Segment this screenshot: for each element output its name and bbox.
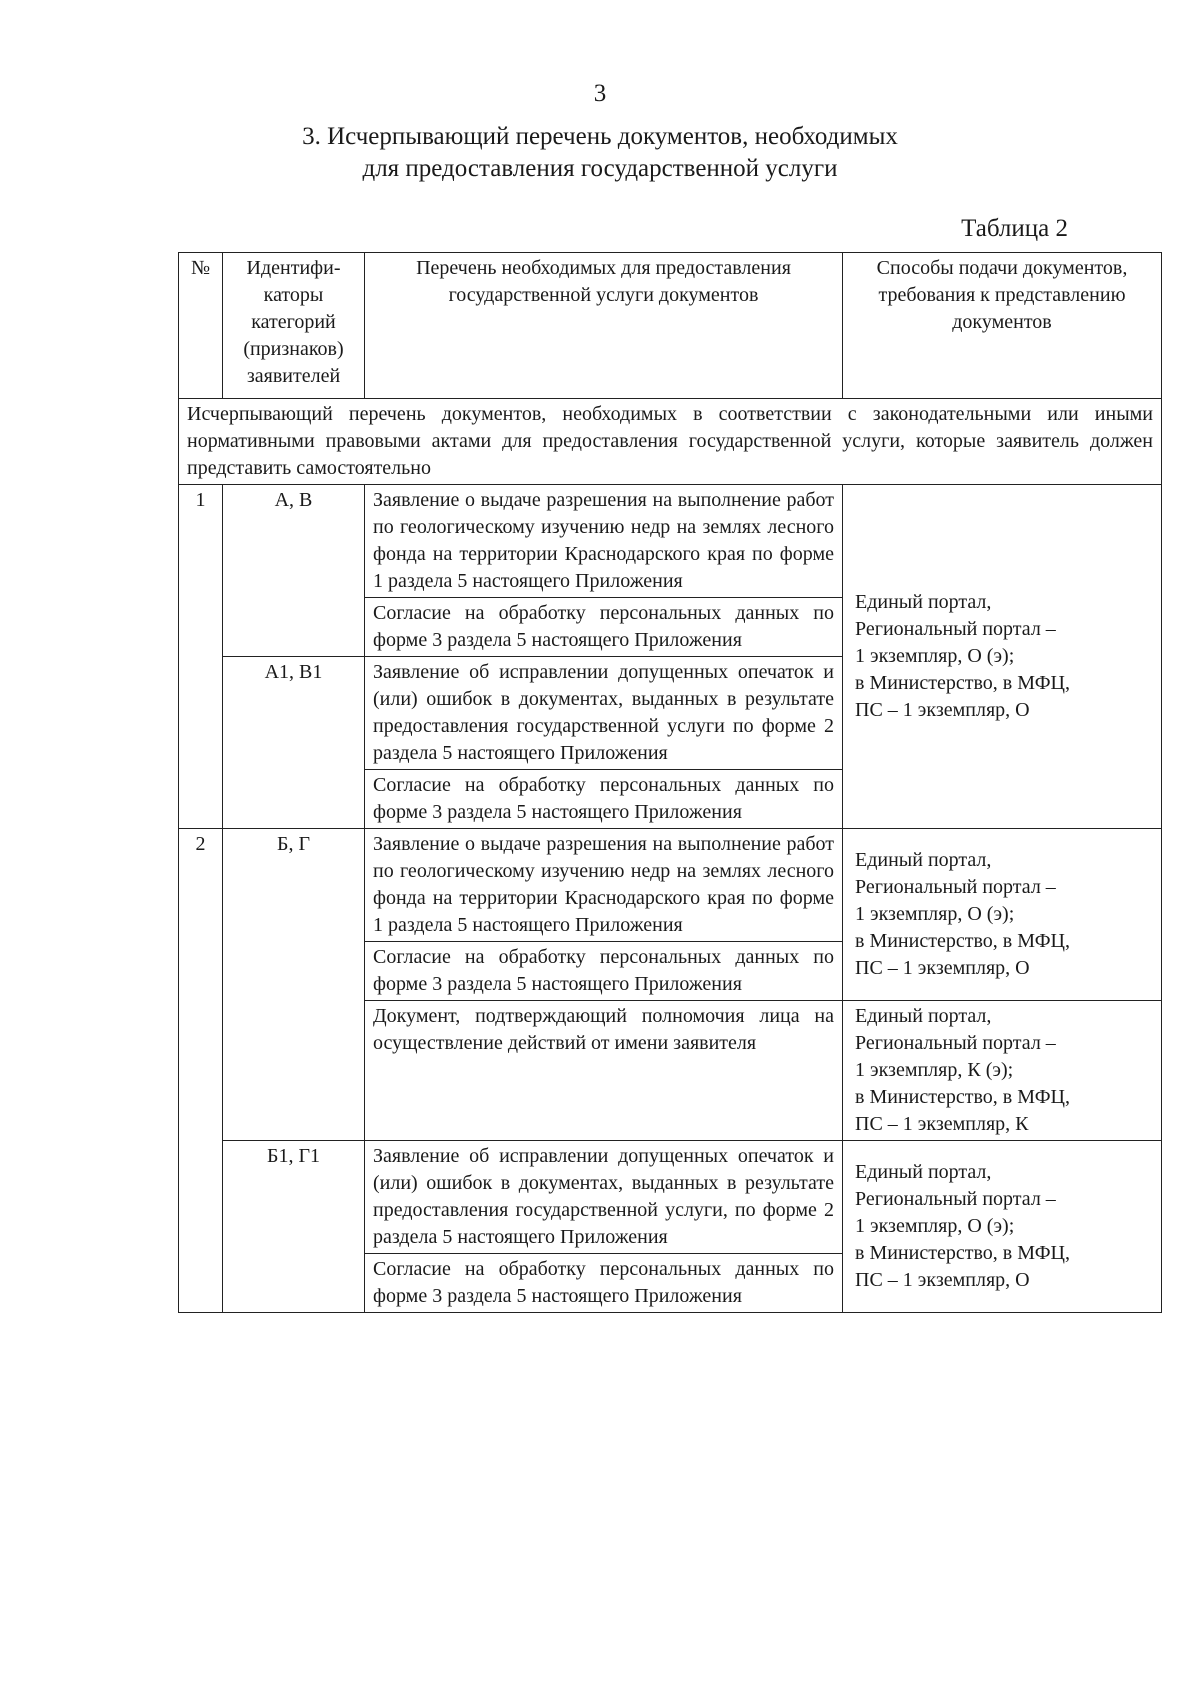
header-num: № (179, 253, 223, 399)
method-line: 1 экземпляр, О (э); (855, 645, 1015, 667)
section-heading (0, 121, 1200, 185)
row-number: 2 (179, 829, 223, 1313)
method-line: Региональный портал – (855, 1188, 1056, 1210)
heading-line-2: для предоставления государственной услуги (362, 155, 838, 182)
applicant-identifiers: А1, В1 (223, 657, 365, 829)
page-number: 3 (593, 80, 607, 107)
document-item: Заявление о выдаче разрешения на выполнение работ по геологическому изучению недр на землях лесного фонда на территории Краснодарского края по форме 1 раздела 5 настоящего Приложения (365, 485, 843, 598)
document-item: Согласие на обработку персональных данных по форме 3 раздела 5 настоящего Приложения (365, 598, 843, 657)
method-line: в Министерство, в МФЦ, (855, 1242, 1070, 1264)
submission-method (843, 485, 1162, 829)
table-caption: Таблица 2 (961, 215, 1068, 242)
row-number: 1 (179, 485, 223, 829)
section-title: Исчерпывающий перечень документов, необходимых в соответствии с законодательными или иными нормативными правовыми актами для предоставления государственной услуги, которые заявитель должен представить самостоятельно (179, 399, 1162, 485)
method-line: 1 экземпляр, О (э); (855, 903, 1015, 925)
table-row (179, 829, 1162, 942)
method-line: Единый портал, (855, 849, 992, 871)
header-identifiers: Идентифи-каторы категорий (признаков) заявителей (223, 253, 365, 399)
document-item: Согласие на обработку персональных данных по форме 3 раздела 5 настоящего Приложения (365, 942, 843, 1001)
table-header-row (179, 253, 1162, 399)
document-item: Заявление об исправлении допущенных опечаток и (или) ошибок в документах, выданных в результате предоставления государственной услуги по форме 2 раздела 5 настоящего Приложения (365, 657, 843, 770)
table-row (179, 1141, 1162, 1254)
method-line: Единый портал, (855, 591, 992, 613)
method-line: Единый портал, (855, 1005, 992, 1027)
method-line: Единый портал, (855, 1161, 992, 1183)
header-methods: Способы подачи документов, требования к представлению документов (843, 253, 1162, 399)
method-line: Региональный портал – (855, 876, 1056, 898)
method-line: в Министерство, в МФЦ, (855, 672, 1070, 694)
table-row (179, 485, 1162, 598)
method-line: в Министерство, в МФЦ, (855, 930, 1070, 952)
submission-method (843, 1001, 1162, 1141)
document-item: Согласие на обработку персональных данных по форме 3 раздела 5 настоящего Приложения (365, 1254, 843, 1313)
document-item: Заявление об исправлении допущенных опечаток и (или) ошибок в документах, выданных в результате предоставления государственной услуги, по форме 2 раздела 5 настоящего Приложения (365, 1141, 843, 1254)
document-item: Документ, подтверждающий полномочия лица на осуществление действий от имени заявителя (365, 1001, 843, 1141)
method-line: 1 экземпляр, О (э); (855, 1215, 1015, 1237)
section-row (179, 399, 1162, 485)
applicant-identifiers: Б1, Г1 (223, 1141, 365, 1313)
heading-line-1: 3. Исчерпывающий перечень документов, необходимых (302, 123, 898, 150)
method-line: в Министерство, в МФЦ, (855, 1086, 1070, 1108)
submission-method (843, 829, 1162, 1001)
header-documents: Перечень необходимых для предоставления государственной услуги документов (365, 253, 843, 399)
document-item: Согласие на обработку персональных данных по форме 3 раздела 5 настоящего Приложения (365, 770, 843, 829)
document-item: Заявление о выдаче разрешения на выполнение работ по геологическому изучению недр на землях лесного фонда на территории Краснодарского края по форме 1 раздела 5 настоящего Приложения (365, 829, 843, 942)
method-line: ПС – 1 экземпляр, О (855, 699, 1030, 721)
method-line: 1 экземпляр, К (э); (855, 1059, 1014, 1081)
documents-table (178, 252, 1162, 1313)
method-line: ПС – 1 экземпляр, О (855, 957, 1030, 979)
applicant-identifiers: А, В (223, 485, 365, 657)
applicant-identifiers: Б, Г (223, 829, 365, 1141)
method-line: Региональный портал – (855, 618, 1056, 640)
submission-method (843, 1141, 1162, 1313)
method-line: ПС – 1 экземпляр, О (855, 1269, 1030, 1291)
method-line: Региональный портал – (855, 1032, 1056, 1054)
method-line: ПС – 1 экземпляр, К (855, 1113, 1029, 1135)
